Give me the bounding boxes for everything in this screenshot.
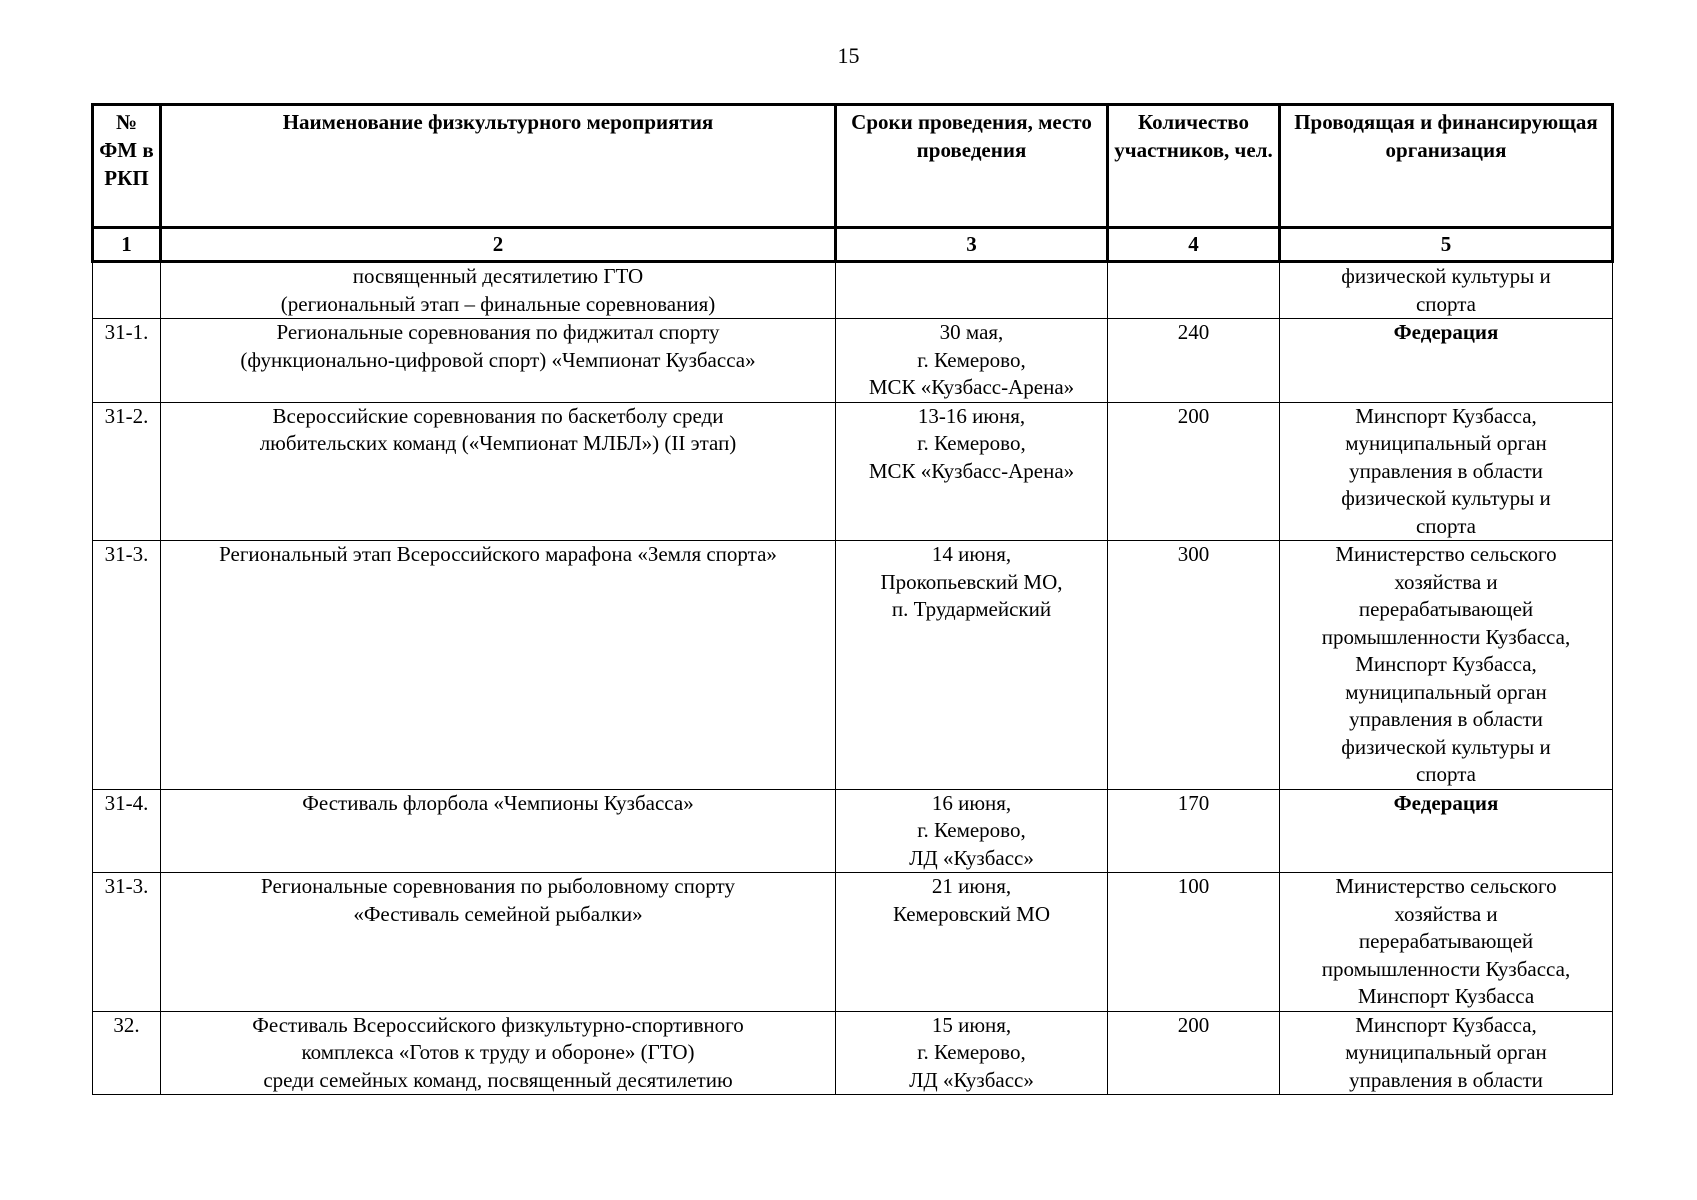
cell-line: г. Кемерово,	[917, 818, 1026, 842]
cell-line: (региональный этап – финальные соревнования)	[280, 291, 716, 316]
cell-line: перерабатывающей	[1358, 597, 1534, 621]
cell-line: «Фестиваль семейной рыбалки»	[353, 901, 643, 926]
cell-line: управления в области	[1349, 458, 1543, 483]
cell-line: (функционально-цифровой спорт) «Чемпионат Кузбасса»	[240, 347, 756, 372]
row-number-cell	[93, 541, 161, 790]
cell-line: 31-4.	[104, 790, 149, 815]
cell-line: Федерация	[1393, 320, 1499, 344]
cell-line: 100	[1177, 874, 1210, 898]
table-row	[93, 541, 1613, 790]
cell-line: физической культуры и	[1341, 734, 1551, 759]
cell-line: 16 июня,	[931, 790, 1012, 815]
cell-line: г. Кемерово,	[917, 431, 1026, 455]
cell-line: ЛД «Кузбасс»	[909, 1067, 1034, 1092]
cell-line: ЛД «Кузбасс»	[909, 845, 1034, 870]
cell-line: 300	[1177, 542, 1210, 566]
page-number: 15	[837, 43, 860, 68]
cell-line: 21 июня,	[931, 874, 1012, 898]
cell-line: Федерация	[1393, 790, 1499, 815]
cell-line: 32.	[113, 1012, 140, 1037]
cell-line: Министерство сельского	[1335, 542, 1557, 566]
cell-line: Минспорт Кузбасса,	[1355, 1012, 1537, 1037]
row-number-cell	[93, 789, 161, 873]
cell-line: 170	[1177, 790, 1210, 815]
cell-line: спорта	[1415, 513, 1477, 538]
column-number: 2	[161, 228, 836, 262]
cell-line: посвященный десятилетию ГТО	[352, 264, 644, 288]
cell-line: управления в области	[1349, 1067, 1543, 1092]
header-cell: Сроки проведения, место проведения	[836, 105, 1108, 228]
participants-cell	[1108, 541, 1280, 790]
cell-line: Кемеровский МО	[892, 901, 1051, 926]
participants-cell	[1108, 873, 1280, 1012]
cell-line: любительских команд («Чемпионат МЛБЛ») (II этап)	[259, 431, 737, 455]
row-number-cell	[93, 319, 161, 403]
cell-line: г. Кемерово,	[917, 1040, 1026, 1064]
cell-line: хозяйства и	[1394, 901, 1498, 926]
table-header-row	[93, 105, 1613, 228]
organizer-cell	[1280, 319, 1613, 403]
cell-line: п. Трудармейский	[891, 597, 1052, 621]
participants-cell	[1108, 319, 1280, 403]
header-cell: № ФМ в РКП	[93, 105, 161, 228]
participants-cell	[1108, 262, 1280, 319]
cell-line: Фестиваль флорбола «Чемпионы Кузбасса»	[302, 790, 694, 815]
event-name-cell	[161, 262, 836, 319]
cell-line: физической культуры и	[1341, 264, 1551, 288]
cell-line: муниципальный орган	[1345, 431, 1547, 455]
events-table	[91, 103, 1614, 1095]
dates-location-cell	[836, 789, 1108, 873]
column-number: 5	[1280, 228, 1613, 262]
cell-line: физической культуры и	[1341, 486, 1551, 510]
cell-line: Региональные соревнования по рыболовному спорту	[261, 874, 735, 898]
table-row	[93, 402, 1613, 541]
event-name-cell	[161, 541, 836, 790]
row-number-cell	[93, 402, 161, 541]
participants-cell	[1108, 789, 1280, 873]
event-name-cell	[161, 319, 836, 403]
cell-line: перерабатывающей	[1358, 929, 1534, 953]
event-name-cell	[161, 402, 836, 541]
cell-line: 13-16 июня,	[917, 403, 1026, 428]
participants-cell	[1108, 1011, 1280, 1095]
table-row	[93, 319, 1613, 403]
row-number-cell	[93, 873, 161, 1012]
cell-line: Всероссийские соревнования по баскетболу среди	[272, 403, 724, 428]
cell-line: 14 июня,	[931, 542, 1012, 566]
column-number: 4	[1108, 228, 1280, 262]
header-cell: Проводящая и финансирующая организация	[1280, 105, 1613, 228]
event-name-cell	[161, 1011, 836, 1095]
organizer-cell	[1280, 402, 1613, 541]
cell-line: управления в области	[1349, 707, 1543, 731]
cell-line: промышленности Кузбасса,	[1321, 624, 1571, 649]
cell-line: Региональные соревнования по фиджитал спорту	[276, 320, 720, 344]
column-number: 3	[836, 228, 1108, 262]
table-body	[93, 262, 1613, 1095]
table-row	[93, 1011, 1613, 1095]
table-row	[93, 873, 1613, 1012]
cell-line: Минспорт Кузбасса,	[1355, 652, 1537, 676]
cell-line: 15 июня,	[931, 1012, 1012, 1037]
header-cell: Количество участников, чел.	[1108, 105, 1280, 228]
cell-line: среди семейных команд, посвященный десятилетию	[263, 1067, 733, 1092]
cell-line: 31-2.	[104, 403, 149, 428]
event-name-cell	[161, 873, 836, 1012]
table-row	[93, 789, 1613, 873]
cell-line: 31-3.	[104, 874, 149, 898]
dates-location-cell	[836, 1011, 1108, 1095]
cell-line: промышленности Кузбасса,	[1321, 956, 1571, 981]
cell-line: спорта	[1415, 291, 1477, 316]
cell-line: МСК «Кузбасс-Арена»	[868, 458, 1075, 483]
header-cell: Наименование физкультурного мероприятия	[161, 105, 836, 228]
participants-cell	[1108, 402, 1280, 541]
dates-location-cell	[836, 873, 1108, 1012]
dates-location-cell	[836, 541, 1108, 790]
cell-line: 200	[1177, 1012, 1210, 1037]
cell-line: 240	[1177, 320, 1210, 344]
cell-line: Региональный этап Всероссийского марафона «Земля спорта»	[219, 542, 777, 566]
row-number-cell	[93, 1011, 161, 1095]
organizer-cell	[1280, 541, 1613, 790]
row-number-cell	[93, 262, 161, 319]
dates-location-cell	[836, 262, 1108, 319]
dates-location-cell	[836, 319, 1108, 403]
cell-line: хозяйства и	[1394, 569, 1498, 594]
cell-line: 31-1.	[104, 320, 149, 344]
column-number: 1	[93, 228, 161, 262]
cell-line: муниципальный орган	[1345, 679, 1547, 704]
dates-location-cell	[836, 402, 1108, 541]
cell-line: 200	[1177, 403, 1210, 428]
organizer-cell	[1280, 262, 1613, 319]
cell-line: г. Кемерово,	[917, 347, 1026, 372]
cell-line: Минспорт Кузбасса,	[1355, 403, 1537, 428]
cell-line: Фестиваль Всероссийского физкультурно-спортивного	[252, 1012, 744, 1037]
cell-line: спорта	[1415, 762, 1477, 786]
organizer-cell	[1280, 873, 1613, 1012]
organizer-cell	[1280, 1011, 1613, 1095]
column-number-row	[93, 228, 1613, 262]
event-name-cell	[161, 789, 836, 873]
cell-line: Министерство сельского	[1335, 874, 1557, 898]
cell-line: Минспорт Кузбасса	[1357, 984, 1535, 1008]
cell-line: комплекса «Готов к труду и обороне» (ГТО)	[301, 1040, 695, 1064]
cell-line: 30 мая,	[939, 320, 1004, 344]
cell-line: 31-3.	[104, 542, 149, 566]
cell-line: МСК «Кузбасс-Арена»	[868, 375, 1075, 399]
table-row	[93, 262, 1613, 319]
cell-line: Прокопьевский МО,	[880, 569, 1063, 594]
organizer-cell	[1280, 789, 1613, 873]
cell-line: муниципальный орган	[1345, 1040, 1547, 1064]
